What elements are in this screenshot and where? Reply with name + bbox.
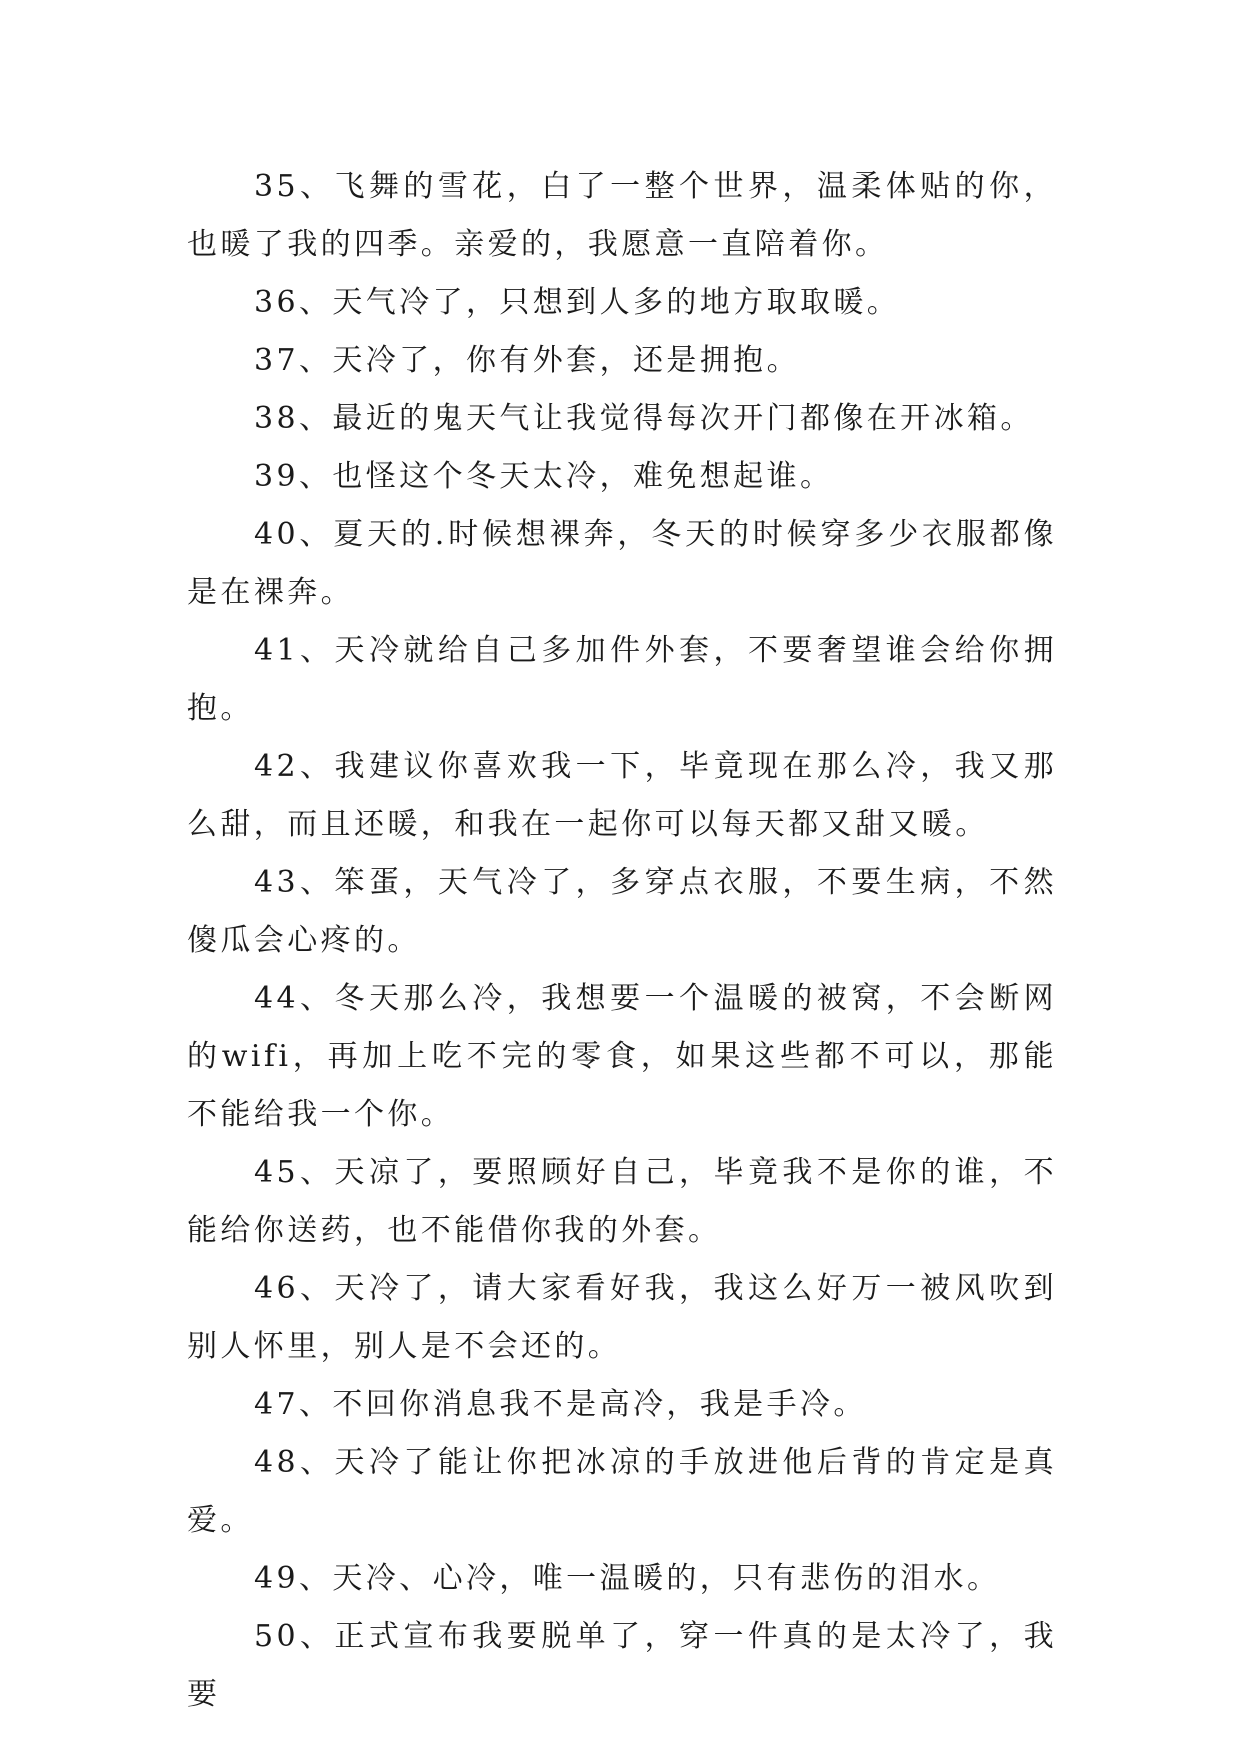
paragraph-41: 41、天冷就给自己多加件外套，不要奢望谁会给你拥抱。 [187,633,1057,726]
paragraph-42: 42、我建议你喜欢我一下，毕竟现在那么冷，我又那么甜，而且还暖，和我在一起你可以每天都又甜又暖。 [187,749,1057,842]
paragraph-36: 36、天气冷了，只想到人多的地方取取暖。 [254,285,901,320]
paragraph-48: 48、天冷了能让你把冰凉的手放进他后背的肯定是真爱。 [187,1445,1057,1538]
paragraph-44: 44、冬天那么冷，我想要一个温暖的被窝，不会断网的wifi，再加上吃不完的零食，如果这些都不可以，那能不能给我一个你。 [187,981,1057,1132]
paragraph-50: 50、正式宣布我要脱单了，穿一件真的是太冷了，我要 [187,1619,1057,1712]
paragraph-35: 35、飞舞的雪花，白了一整个世界，温柔体贴的你，也暖了我的四季。亲爱的，我愿意一直陪着你。 [187,169,1057,262]
document-body [187,158,1057,1724]
paragraph-37: 37、天冷了，你有外套，还是拥抱。 [254,343,800,378]
paragraph-46: 46、天冷了，请大家看好我，我这么好万一被风吹到别人怀里，别人是不会还的。 [187,1271,1057,1364]
paragraph-38: 38、最近的鬼天气让我觉得每次开门都像在开冰箱。 [254,401,1034,436]
paragraph-43: 43、笨蛋，天气冷了，多穿点衣服，不要生病，不然傻瓜会心疼的。 [187,865,1057,958]
paragraph-40: 40、夏天的.时候想裸奔，冬天的时候穿多少衣服都像是在裸奔。 [187,517,1057,610]
paragraph-45: 45、天凉了，要照顾好自己，毕竟我不是你的谁，不能给你送药，也不能借你我的外套。 [187,1155,1057,1248]
paragraph-49: 49、天冷、心冷，唯一温暖的，只有悲伤的泪水。 [254,1561,1001,1596]
paragraph-47: 47、不回你消息我不是高冷，我是手冷。 [254,1387,867,1422]
paragraph-39: 39、也怪这个冬天太冷，难免想起谁。 [254,459,834,494]
